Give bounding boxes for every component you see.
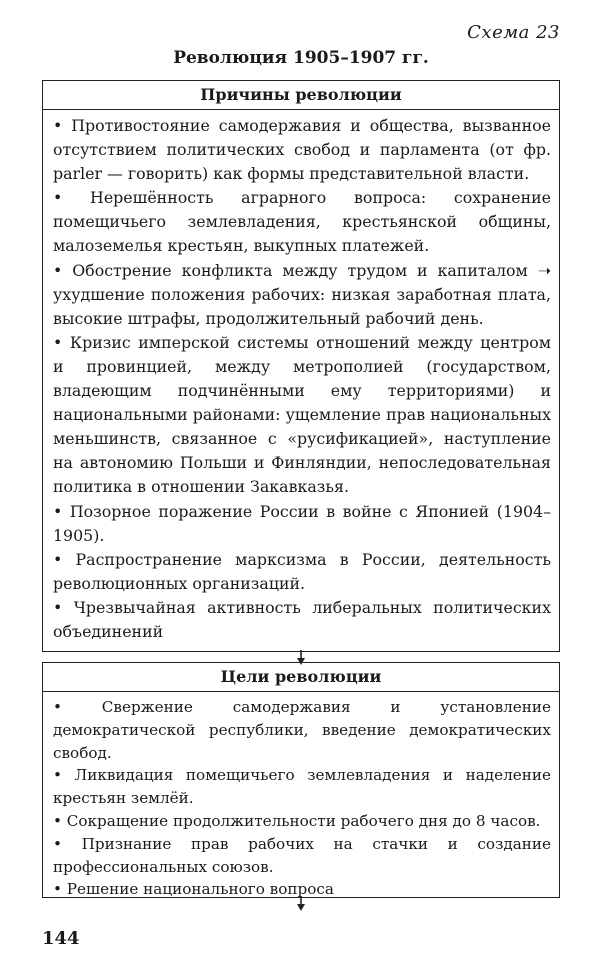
page-number: 144 (42, 928, 80, 949)
cause-item: • Распространение марксизма в России, деятельность революционных организаций. (53, 549, 551, 593)
cause-item: • Нерешённость аграрного вопроса: сохранение помещичьего землевладения, крестьянской общины, малоземелья крестьян, выкупных платежей. (53, 188, 551, 256)
cause-item: • Позорное поражение России в войне с Японией (1904–1905). (53, 501, 551, 545)
goal-item: • Признание прав рабочих на стачки и создание профессиональных союзов. (53, 834, 551, 876)
goal-item: • Решение национального вопроса (53, 880, 334, 899)
goal-item: • Свержение самодержавия и установление демократической республики, введение демократических свобод. (53, 698, 551, 762)
cause-item: • Чрезвычайная активность либеральных политических объединений (53, 597, 551, 641)
causes-box (42, 80, 560, 652)
cause-item: • Кризис имперской системы отношений между центром и провинцией, между метрополией (государством, владеющим подчинёнными ему территориями) и национальными районами: ущемление прав национальных меньшинств, связанное с «русификацией», наступление на автономию Польши и Финляндии, непоследовательная политика в отношении Закавказья. (53, 332, 551, 497)
goal-item: • Ликвидация помещичьего землевладения и наделение крестьян землёй. (53, 766, 551, 808)
goals-list (43, 692, 559, 907)
goals-heading: Цели революции (43, 663, 559, 692)
cause-item: • Противостояние самодержавия и общества, вызванное отсутствием политических свобод и парламента (от фр. parler — говорить) как формы представительной власти. (53, 116, 551, 184)
causes-list (43, 110, 559, 650)
page-title: Революция 1905–1907 гг. (173, 48, 429, 68)
down-arrow-icon (294, 896, 308, 912)
goals-box (42, 662, 560, 898)
cause-item: • Обострение конфликта между трудом и капиталом ➝ ухудшение положения рабочих: низкая заработная плата, высокие штрафы, продолжительный рабочий день. (53, 260, 551, 328)
goal-item: • Сокращение продолжительности рабочего дня до 8 часов. (53, 811, 541, 830)
scheme-label: Схема 23 (467, 22, 560, 43)
causes-heading: Причины революции (43, 81, 559, 110)
